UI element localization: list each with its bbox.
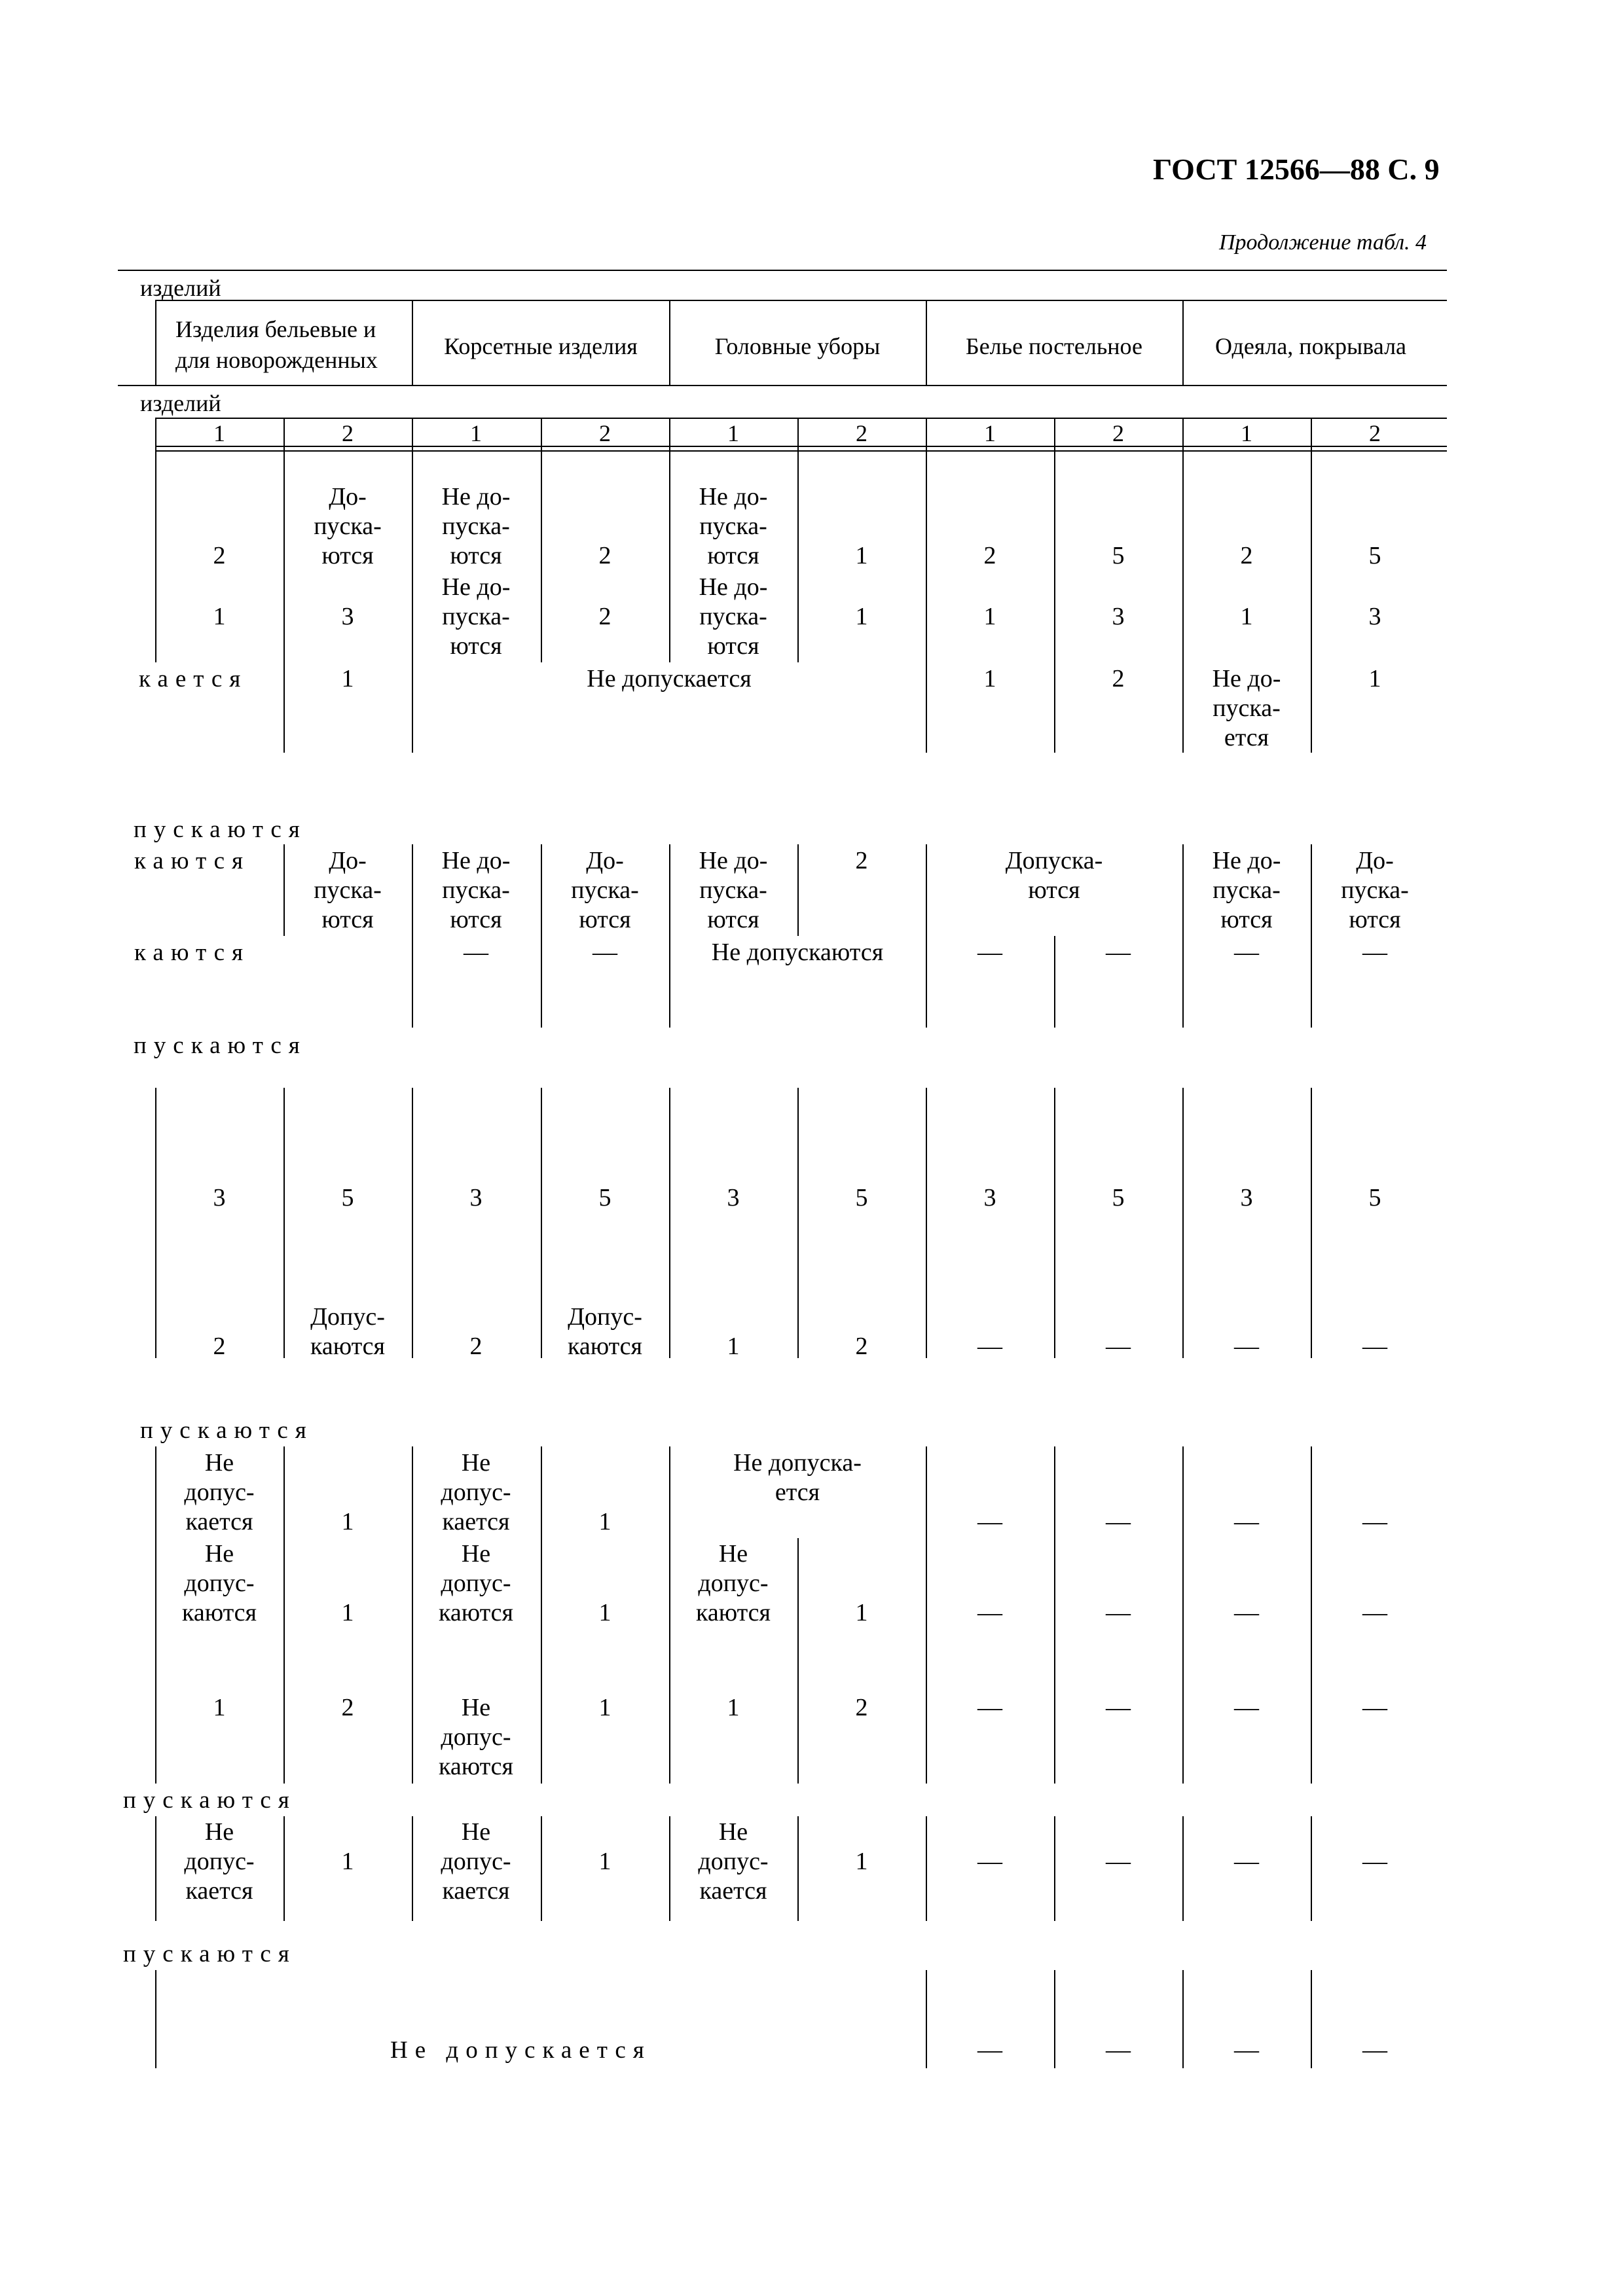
table-cell: Не допус- каются — [181, 1540, 257, 1626]
header-vline — [1182, 300, 1184, 385]
header-vline — [155, 300, 156, 385]
table-cell: Не до- пуска- ются — [441, 573, 511, 660]
body-vline — [283, 1088, 285, 1358]
table-cell: 1 — [341, 1508, 354, 1535]
table-cell: 1 — [855, 603, 868, 630]
body-vline — [926, 1970, 927, 2068]
document-title: ГОСТ 12566—88 С. 9 — [1153, 152, 1440, 186]
row-label-fragment: пускаются — [134, 816, 307, 843]
table-cell: 3 — [1368, 603, 1381, 630]
table-cell: 1 — [213, 603, 226, 630]
subcol-vline — [1311, 418, 1312, 450]
table-cell: 3 — [983, 1184, 996, 1211]
group-header-bedlinen: Белье постельное — [966, 333, 1142, 359]
table-cell: 2 — [855, 1333, 868, 1360]
table-cell: 1 — [727, 1694, 740, 1721]
body-vline — [1182, 1446, 1184, 1784]
subcol-number: 2 — [1369, 420, 1381, 446]
group-header-bottom-rule — [118, 385, 1447, 386]
body-vline — [926, 1446, 927, 1784]
body-vline — [797, 1816, 799, 1921]
table-cell: — — [464, 939, 488, 966]
subcol-number: 1 — [727, 420, 739, 446]
subcol-bottom-rule-2 — [155, 450, 1447, 452]
body-vline — [1311, 844, 1312, 1028]
table-cell: — — [1234, 1333, 1259, 1360]
table-cell: 1 — [341, 1599, 354, 1626]
body-vline — [155, 452, 156, 662]
table-cell: До- пуска- ются — [314, 847, 382, 933]
table-cell: Не допус- каются — [695, 1540, 771, 1626]
table-cell: — — [1106, 1599, 1131, 1626]
subcol-vline — [926, 418, 927, 450]
body-vline — [1054, 936, 1055, 1028]
table-cell: — — [977, 1333, 1002, 1360]
table-cell: — — [593, 939, 617, 966]
table-cell: Не допус- каются — [438, 1540, 514, 1626]
body-vline — [1054, 452, 1055, 753]
table-cell: — — [977, 1508, 1002, 1535]
body-vline — [669, 1446, 670, 1784]
body-vline — [155, 1088, 156, 1358]
subcol-number: 2 — [856, 420, 867, 446]
body-vline — [1311, 1816, 1312, 1921]
body-vline — [412, 1088, 413, 1358]
table-cell: 5 — [1368, 542, 1381, 569]
table-cell: Не до- пуска- ются — [699, 483, 768, 569]
table-cell: 2 — [598, 542, 611, 569]
body-vline — [1182, 452, 1184, 753]
body-vline — [155, 1816, 156, 1921]
body-vline — [283, 1446, 285, 1784]
table-cell: — — [1362, 1694, 1387, 1721]
table-cell: Не до- пуска- ются — [441, 847, 511, 933]
subcol-number: 2 — [342, 420, 354, 446]
table-cell: — — [1234, 1694, 1259, 1721]
table-cell: 1 — [855, 1848, 868, 1875]
table-cell: 5 — [1112, 542, 1125, 569]
table-cell: 5 — [1368, 1184, 1381, 1211]
table-cell: Не допус- кается — [184, 1818, 255, 1905]
subcol-vline — [155, 418, 156, 450]
table-cell: 3 — [213, 1184, 226, 1211]
header-vline — [926, 300, 927, 385]
table-cell: — — [977, 1694, 1002, 1721]
table-cell: До- пуска- ются — [314, 483, 382, 569]
table-cell: 2 — [855, 1694, 868, 1721]
row-label-fragment: пускаются — [134, 1032, 307, 1059]
row-label-fragment: пускаются — [123, 1787, 297, 1814]
body-vline — [1054, 1970, 1055, 2068]
body-vline — [926, 844, 927, 1028]
table-cell: 1 — [855, 1599, 868, 1626]
table-cell: 2 — [213, 542, 226, 569]
row-label-fragment: каются — [134, 939, 251, 966]
subcol-vline — [669, 418, 670, 450]
table-cell: 1 — [598, 1508, 611, 1535]
table-cell: — — [1234, 939, 1259, 966]
table-cell: До- пуска- ются — [571, 847, 639, 933]
row-label-fragment: кается — [139, 666, 248, 692]
subcol-vline — [541, 418, 542, 450]
table-cell: — — [1106, 1848, 1131, 1875]
subcol-vline — [1054, 418, 1055, 450]
table-cell-merged: Не допускается — [587, 665, 752, 692]
table-cell: — — [1362, 1333, 1387, 1360]
subcol-number: 1 — [213, 420, 225, 446]
table-cell: — — [1106, 2036, 1131, 2064]
table-cell: Не до- пуска- ется — [1212, 665, 1281, 751]
table-cell: 2 — [213, 1333, 226, 1360]
table-cell: Не допус- кается — [698, 1818, 769, 1905]
header-label-second: изделий — [140, 390, 221, 416]
table-cell: — — [1362, 939, 1387, 966]
table-cell: 1 — [213, 1694, 226, 1721]
group-header-linen: Изделия бельевые и для новорожденных — [175, 316, 378, 373]
body-vline — [412, 1816, 413, 1921]
subcol-number: 1 — [1241, 420, 1252, 446]
body-vline — [797, 452, 799, 662]
table-cell: — — [1106, 1508, 1131, 1535]
table-cell: Не до- пуска- ются — [1212, 847, 1281, 933]
subcol-vline — [797, 418, 799, 450]
table-cell: — — [977, 1599, 1002, 1626]
table-cell: Допус- каются — [567, 1303, 643, 1360]
table-cell: — — [977, 1848, 1002, 1875]
table-cell: 3 — [341, 603, 354, 630]
subcol-number: 2 — [1112, 420, 1124, 446]
table-cell: 3 — [1112, 603, 1125, 630]
table-cell: 1 — [855, 542, 868, 569]
table-cell: 2 — [983, 542, 996, 569]
table-cell: Допус- каются — [310, 1303, 386, 1360]
group-header-headwear: Головные уборы — [714, 333, 881, 359]
body-vline — [1182, 1816, 1184, 1921]
body-vline — [541, 1816, 542, 1921]
table-cell: — — [1362, 1599, 1387, 1626]
subcol-vline — [283, 418, 285, 450]
subcol-vline — [412, 418, 413, 450]
table-cell: Не до- пуска- ются — [699, 847, 768, 933]
table-cell: — — [1234, 2036, 1259, 2064]
row-label-fragment: пускаются — [140, 1417, 314, 1444]
table-cell-merged: Не допускаются — [711, 939, 884, 966]
body-vline — [669, 1088, 670, 1358]
table-cell-merged: Не допускается — [390, 2037, 651, 2064]
subcol-vline — [1182, 418, 1184, 450]
body-vline — [669, 452, 670, 662]
body-vline — [541, 1088, 542, 1358]
body-vline — [926, 1816, 927, 1921]
table-cell: 3 — [1240, 1184, 1253, 1211]
group-header-top-rule — [155, 300, 1447, 301]
group-header-blankets: Одеяла, покрывала — [1214, 333, 1407, 359]
table-cell: 1 — [598, 1848, 611, 1875]
table-cell-merged: Допуска- ются — [1005, 847, 1103, 904]
body-vline — [1311, 1970, 1312, 2068]
body-vline — [283, 844, 285, 936]
table-cell: 1 — [983, 665, 996, 692]
body-vline — [669, 1816, 670, 1921]
body-vline — [1311, 1446, 1312, 1784]
table-cell: — — [977, 939, 1002, 966]
subcol-number: 1 — [470, 420, 482, 446]
body-vline — [926, 452, 927, 753]
table-cell: 1 — [1368, 665, 1381, 692]
body-vline — [541, 452, 542, 662]
body-vline — [412, 1446, 413, 1784]
table-cell: 1 — [727, 1333, 740, 1360]
table-cell: — — [1362, 1508, 1387, 1535]
body-vline — [283, 1816, 285, 1921]
table-cell: Не до- пуска- ются — [699, 573, 768, 660]
table-top-rule — [118, 270, 1447, 271]
subcol-number: 2 — [599, 420, 611, 446]
table-cell: 2 — [469, 1333, 483, 1360]
table-cell: Не допус- кается — [184, 1449, 255, 1535]
table-cell: Не допус- кается — [441, 1449, 511, 1535]
header-vline — [669, 300, 670, 385]
table-cell: — — [977, 2036, 1002, 2064]
body-vline — [1182, 1970, 1184, 2068]
table-cell: — — [1106, 1694, 1131, 1721]
table-cell: 2 — [598, 603, 611, 630]
body-vline — [1054, 1816, 1055, 1921]
table-cell: 5 — [1112, 1184, 1125, 1211]
table-cell: 3 — [727, 1184, 740, 1211]
table-cell: 1 — [341, 1848, 354, 1875]
table-cell: — — [1106, 939, 1131, 966]
table-cell: 1 — [983, 603, 996, 630]
body-vline — [155, 1970, 156, 2068]
table-cell: Не допус- каются — [438, 1694, 514, 1780]
body-vline — [1182, 1088, 1184, 1358]
table-cell: 2 — [341, 1694, 354, 1721]
table-cell: Не до- пуска- ются — [441, 483, 511, 569]
body-vline — [1054, 1446, 1055, 1784]
row-label-fragment: пускаются — [123, 1941, 297, 1967]
table-cell: 2 — [1112, 665, 1125, 692]
body-vline — [541, 844, 542, 1028]
body-vline — [669, 844, 670, 1028]
body-vline — [926, 1088, 927, 1358]
table-cell: Не допус- кается — [441, 1818, 511, 1905]
row-label-fragment: каются — [134, 848, 251, 874]
body-vline — [155, 1446, 156, 1784]
table-cell: 1 — [598, 1599, 611, 1626]
table-cell: — — [1234, 1599, 1259, 1626]
header-vline — [412, 300, 413, 385]
table-cell: 1 — [341, 665, 354, 692]
body-vline — [797, 1088, 799, 1358]
table-cell: 5 — [855, 1184, 868, 1211]
table-cell: — — [1234, 1508, 1259, 1535]
table-cell: 2 — [1240, 542, 1253, 569]
body-vline — [412, 844, 413, 1028]
body-vline — [797, 1538, 799, 1784]
table-cell: 5 — [341, 1184, 354, 1211]
body-vline — [1311, 452, 1312, 753]
subcol-number: 1 — [984, 420, 996, 446]
body-vline — [283, 452, 285, 753]
table-cell: — — [1362, 1848, 1387, 1875]
table-cell: 5 — [598, 1184, 611, 1211]
body-vline — [1311, 1088, 1312, 1358]
table-cell: 1 — [598, 1694, 611, 1721]
table-cell: — — [1106, 1333, 1131, 1360]
table-cell: — — [1234, 1848, 1259, 1875]
table-cell: 2 — [855, 847, 868, 874]
table-continuation-label: Продолжение табл. 4 — [1219, 230, 1427, 255]
body-vline — [797, 844, 799, 936]
table-cell: 3 — [469, 1184, 483, 1211]
table-cell: — — [1362, 2036, 1387, 2064]
group-header-corset: Корсетные изделия — [444, 333, 638, 359]
table-cell: До- пуска- ются — [1341, 847, 1409, 933]
table-cell: 1 — [1240, 603, 1253, 630]
table-cell-merged: Не допуска- ется — [733, 1449, 862, 1506]
body-vline — [412, 452, 413, 753]
body-vline — [541, 1446, 542, 1784]
header-label-top: изделий — [140, 275, 221, 301]
body-vline — [1054, 1088, 1055, 1358]
body-vline — [1182, 844, 1184, 1028]
